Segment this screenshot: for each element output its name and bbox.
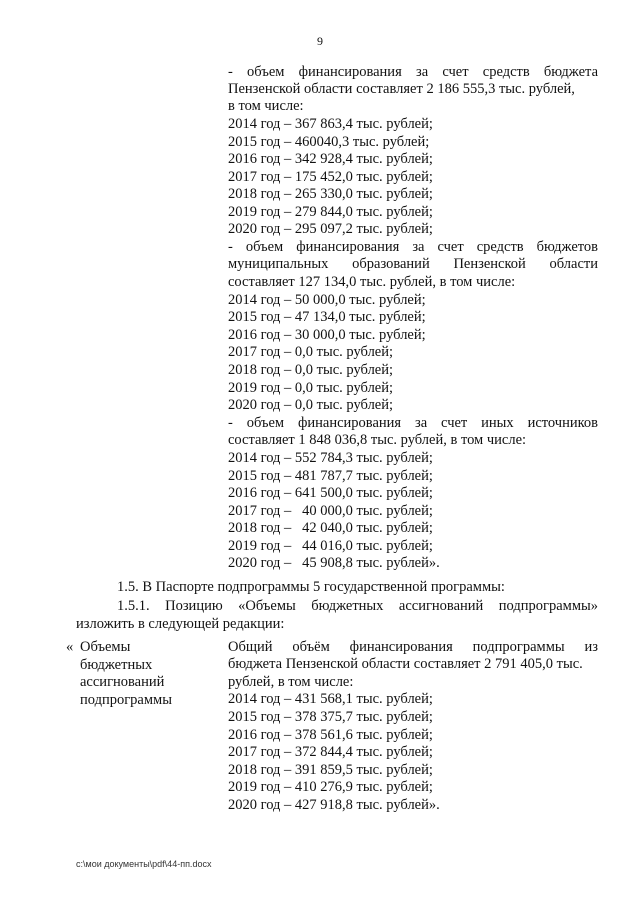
table-year-2020: 2020 год – 427 918,8 тыс. рублей». xyxy=(228,797,440,813)
table-right-line-3: рублей, в том числе: xyxy=(228,674,354,690)
municipal-line-1: - объем финансирования за счет средств бюджетов xyxy=(228,239,598,255)
municipal-year-2014: 2014 год – 50 000,0 тыс. рублей; xyxy=(228,292,426,308)
table-right-line-2: бюджета Пензенской области составляет 2 791 405,0 тыс. xyxy=(228,656,583,672)
regional-year-2017: 2017 год – 175 452,0 тыс. рублей; xyxy=(228,169,433,185)
regional-budget-line-2: Пензенской области составляет 2 186 555,3 тыс. рублей, xyxy=(228,81,575,97)
other-year-2020: 2020 год – 45 908,8 тыс. рублей». xyxy=(228,555,440,571)
other-year-2016: 2016 год – 641 500,0 тыс. рублей; xyxy=(228,485,433,501)
paragraph-1-5-1-line-2: изложить в следующей редакции: xyxy=(76,616,285,632)
paragraph-1-5-1-line-1: 1.5.1. Позицию «Объемы бюджетных ассигнований подпрограммы» xyxy=(117,598,598,614)
regional-year-2019: 2019 год – 279 844,0 тыс. рублей; xyxy=(228,204,433,220)
left-cell-line-3: ассигнований xyxy=(80,674,165,690)
municipal-year-2018: 2018 год – 0,0 тыс. рублей; xyxy=(228,362,394,378)
regional-year-2018: 2018 год – 265 330,0 тыс. рублей; xyxy=(228,186,433,202)
municipal-line-2: муниципальных образований Пензенской области xyxy=(228,256,598,272)
left-cell-line-2: бюджетных xyxy=(80,656,153,673)
regional-year-2014: 2014 год – 367 863,4 тыс. рублей; xyxy=(228,116,433,132)
regional-budget-line-1: - объем финансирования за счет средств бюджета xyxy=(228,64,598,80)
other-year-2014: 2014 год – 552 784,3 тыс. рублей; xyxy=(228,450,433,466)
regional-year-2020: 2020 год – 295 097,2 тыс. рублей; xyxy=(228,221,433,237)
other-year-2015: 2015 год – 481 787,7 тыс. рублей; xyxy=(228,468,433,484)
left-cell-line-1: Объемы xyxy=(80,639,131,655)
table-year-2016: 2016 год – 378 561,6 тыс. рублей; xyxy=(228,727,433,743)
table-year-2015: 2015 год – 378 375,7 тыс. рублей; xyxy=(228,709,433,725)
other-year-2017: 2017 год – 40 000,0 тыс. рублей; xyxy=(228,503,433,519)
municipal-year-2019: 2019 год – 0,0 тыс. рублей; xyxy=(228,380,394,396)
municipal-year-2020: 2020 год – 0,0 тыс. рублей; xyxy=(228,397,394,413)
left-cell-line-4: подпрограммы xyxy=(80,691,172,708)
paragraph-1-5: 1.5. В Паспорте подпрограммы 5 государственной программы: xyxy=(117,579,505,595)
municipal-year-2017: 2017 год – 0,0 тыс. рублей; xyxy=(228,344,394,360)
municipal-year-2016: 2016 год – 30 000,0 тыс. рублей; xyxy=(228,327,426,343)
other-year-2019: 2019 год – 44 016,0 тыс. рублей; xyxy=(228,538,433,554)
table-year-2017: 2017 год – 372 844,4 тыс. рублей; xyxy=(228,744,433,760)
table-left-cell xyxy=(80,639,172,709)
regional-year-2016: 2016 год – 342 928,4 тыс. рублей; xyxy=(228,151,433,167)
table-year-2018: 2018 год – 391 859,5 тыс. рублей; xyxy=(228,762,433,778)
municipal-year-2015: 2015 год – 47 134,0 тыс. рублей; xyxy=(228,309,426,325)
table-year-2014: 2014 год – 431 568,1 тыс. рублей; xyxy=(228,691,433,707)
table-right-line-1: Общий объём финансирования подпрограммы из xyxy=(228,639,598,655)
page-number: 9 xyxy=(317,34,323,48)
municipal-line-3: составляет 127 134,0 тыс. рублей, в том числе: xyxy=(228,274,516,290)
other-sources-line-1: - объем финансирования за счет иных источников xyxy=(228,415,598,431)
regional-budget-line-3: в том числе: xyxy=(228,98,304,114)
file-path-footer: c:\мои документы\pdf\44-пп.docx xyxy=(76,859,212,869)
other-sources-line-2: составляет 1 848 036,8 тыс. рублей, в том числе: xyxy=(228,432,527,448)
opening-quote: « xyxy=(66,639,74,655)
other-year-2018: 2018 год – 42 040,0 тыс. рублей; xyxy=(228,520,433,536)
table-year-2019: 2019 год – 410 276,9 тыс. рублей; xyxy=(228,779,433,795)
regional-year-2015: 2015 год – 460040,3 тыс. рублей; xyxy=(228,134,430,150)
